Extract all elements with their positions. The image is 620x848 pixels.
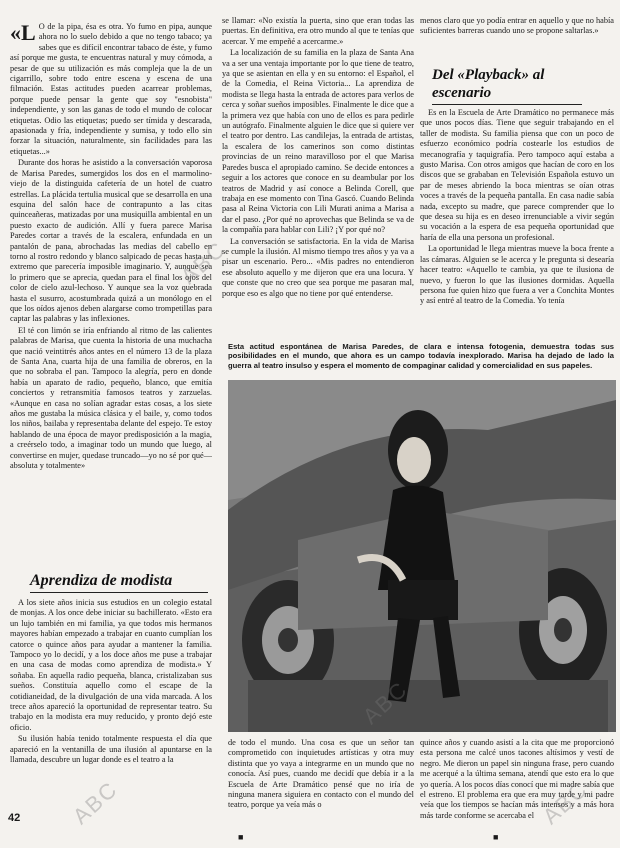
heading-rule <box>432 104 582 105</box>
body-paragraph: A los siete años inicia sus estudios en un colegio estatal de monjas. A los once debe iniciar su bachillerato. «Esto era un lujo también en mi familia, ya que todos mis hermanos mayores habían empezado a trabajar en cuanto cumplían los catorce o quince años para ayudar a mantener la familia. Tampoco yo lo decidí, y a los doce años me puse a trabajar en una casa de modas como aprendiza de modista.» Y soñaba. En aquella radio pequeña, blanca, cristalizaban sus sueños. Constituía aquello como el escape de la cotidianeidad, de la divulgación de una vida marcada. A los trece años apareció la oportunidad de representar teatro. Su trabajo en la modista era muy reducido, y pronto dejó este oficio. <box>10 598 212 732</box>
body-paragraph: se llamar: «No existía la puerta, sino que eran todas las puertas. En definitiva, era otro mundo al que te tenías que acercar. Y me empeñé a acercarme.» <box>222 16 414 46</box>
body-paragraph: Durante dos horas he asistido a la conversación vaporosa de Marisa Paredes, sumergidos los dos en el marmolino-viejo de la distinguida cafetería de un hotel de cuatro estrellas. La plácida tertulia musical que se desarrolla en una esquina del salón hace de contrapunto a las citas quinceañeras, matizadas por una musiquilla ambiental en un puesto exacto de audición. Allí y fuera parece Marisa Paredes cortar a través de la escalera, enfundada en un pantalón de pana, abrochadas las medias del cabello en torno al rostro redondo y blanco salpicado de pecas hasta un extremo que parecería imposible imaginario. Y, aunque sea lo primero que se aprecia, quedan para el final los ojos del color de cielo azul-lechoso. Y aunque sea la voz quebrada hasta el susurro, acostumbrada quizá a un monólogo en el que los oídos ajenos deben alargarse como trompetillas para captar las palabras y las inflexiones. <box>10 158 212 324</box>
article-column-2 <box>222 16 414 338</box>
article-column-4 <box>228 738 414 838</box>
column-end-mark: ■ <box>238 832 244 842</box>
photo-illustration <box>228 380 616 732</box>
section-heading-playback: Del «Playback» al escenario <box>432 66 582 105</box>
photo-caption: Esta actitud espontánea de Marisa Paredes, de clara e intensa fotogenia, demuestra todas sus posibilidades en el mundo, que ahora es un campo todavía inexplorado. Marisa ha dejado de lado la guerra al teatro insulso y espera el momento de compaginar calidad y comercialidad en sus papeles. <box>228 342 614 370</box>
body-paragraph: La conversación se satisfactoria. En la vida de Marisa se cumple la ilusión. Al mismo tiempo tres años y ya va a pisar un escenario. Pero... «Mis padres no entendieron ese absoluto aquello y me dijeron que era una locura. Y que conste que no creo que sea porque me pasaran mal, porque eso es algo que no tiene por qué entenderse. <box>222 236 414 298</box>
watermark-abc: ABC <box>537 776 593 830</box>
body-paragraph: Su ilusión había tenido totalmente respuesta el día que apareció en la ventanilla de una ilusión al apuntarse en la llamada, descubre un lugar donde es el teatro a la <box>10 734 212 765</box>
article-column-1 <box>10 22 212 570</box>
watermark-abc: ABC <box>175 236 231 290</box>
page-number: 42 <box>8 812 21 824</box>
heading-rule <box>30 592 208 593</box>
section-heading-apprentice: Aprendiza de modista <box>30 572 208 593</box>
column-end-mark: ■ <box>493 832 499 842</box>
article-column-3 <box>420 16 614 58</box>
body-paragraph: La localización de su familia en la plaza de Santa Ana va a ser una ventaja importante por lo que tiene de teatro, ya que se asientan en ella y en su entorno: el Español, el de la Comedia, el Reina Victoria... La aprendiza de modista se llega hasta la entrada de actores para verlos de cerca y soñar sueños imposibles. Finalmente le dice que a la primera vez que había con uno de ellos es para pedirle un autógrafo. Finalmente alguien le dice que si quiere ver el teatro por dentro. Las candilejas, la entrada de artistas, la escalera de los camerinos son como distintas provincias de un reino maravilloso por el que Marisa Paredes busca el apropiado camino. Se decide entonces a seguir a los actores que conoce en su deambular por los teatros de Madrid y así conoce a Belinda Corell, que trabaja en ese momento con Tina Gascó. Cuando Belinda pasa al Reina Victoria con Lili Murati anima a Marisa a dar el paso. ¿Por qué no aprovechas que Belinda se va de la compañía para hablar con Lili? ¡Y por qué no? <box>222 48 414 235</box>
article-column-3b <box>420 108 614 340</box>
watermark-abc: ABC <box>67 776 123 830</box>
body-paragraph: menos claro que yo podía entrar en aquello y que no había suficientes barreras cuando uno se propone saltarlas.» <box>420 16 614 36</box>
body-paragraph: Es en la Escuela de Arte Dramático no permanece más que unos pocos días. Tiene que seguir trabajando en el taller de modista. Su familia piensa que con un poco de esfuerzo económico podría costearle los estudios de mecanografía y taquigrafía. Pero tampoco aquí estaba a gusto Marisa. Con otros amigos que hacían de coro en los discos que se grababan en Televisión Española estuvo un par de meses abriendo la boca mientras se oían otras voces a través de la pequeña pantalla. En casa nadie sabía nada, excepto su madre, que parece comprender que lo que desea su hija es en deseo irrenunciable a vivir según su vocación a la espera de esa pequeña oportunidad que haría de ella una persona un profesional. <box>420 108 614 242</box>
drop-cap: «L <box>10 22 36 45</box>
body-paragraph: de todo el mundo. Una cosa es que un señor tan comprometido con inquietudes artísticas y otra muy distinta que yo vaya a integrarme en un mundo que no conocía. Así pues, cuando me decidí que debía ir a la Escuela de Arte Dramático pensé que no iría de ninguna manera siguiera en contacto con el mundo del teatro, porque ya veía más o <box>228 738 414 810</box>
watermark-abc: ABC <box>357 676 413 730</box>
intro-paragraph: «L O de la pipa, ésa es otra. Yo fumo en pipa, aunque ahora no lo suelo debido a que no tengo tabaco; ya sabes que es difícil encontrar tabaco de éste, y fumo así porque me gusta, te encuentras natural y muy cómoda, a pesar de que su utilización es más compleja que la de un cigarrillo, sobre todo entre escena y escena de una filmación. Estas actitudes pueden acarrear problemas, porque puede pensar la gente que soy "esnobista" independiente, y son las ganas de todo el mundo de colocar etiquetas. Odio las etiquetas; puedo ser tímida y descarada, apasionada y fría, independiente y sumisa, y todo ello sin forzar la situación, naturalmente, sin facilidades para las etiquetas...» <box>10 22 212 156</box>
body-paragraph: quince años y cuando asistí a la cita que me proporcionó esta persona me calcé unos tacones altísimos y vestí de negro. Me dieron un papel sin ninguna frase, pero cuando me acerqué a la última semana, atendí que esto era lo que yo quería. A los pocos días conocí que mi madre sabía que el estreno. El problema era que era muy tarde y mi padre veía que los tiempos se hacían más intensos y a más hora más tarde conforme se acercaba el <box>420 738 614 820</box>
body-paragraph: El té con limón se iría enfriando al ritmo de las calientes palabras de Marisa, que cuenta la historia de una muchacha que nació veintitrés años antes en el número 13 de la plaza de Santa Ana, cuarta hija de una familia de obreros, en la que no sobraba el pan. Tampoco la alegría, pero en donde había un aparato de radio, pequeño, blanco, que emitía conciertos y retransmitía famosos teatros y zarzuelas. «Aunque en casa no solían agradar estas cosas, a los siete años me gustaba la música clásica y el baile, y, como todos los niños, bailaba y representaba delante del espejo. Te estoy hablando de una época de mayor predisposición a la magia, a creérselo todo, a imaginar todo un mundo que luego, al convertirse en mujer, quedase truncado—yo no sé por qué—absoluta y totalmente» <box>10 325 212 471</box>
body-paragraph: La oportunidad le llega mientras mueve la boca frente a las cámaras. Alguien se le acerca y le pregunta si desearía hacer teatro: «Aquello te cambia, ya que te ilusiona de nuevo, y fueron lo que las ilusiones dormidas. Aquella persona fue quien hizo que fuera a ver a Conchita Montes y así entré al teatro de la Comedia. Yo tenía <box>420 244 614 306</box>
photo-marisa-paredes-car <box>228 380 616 732</box>
